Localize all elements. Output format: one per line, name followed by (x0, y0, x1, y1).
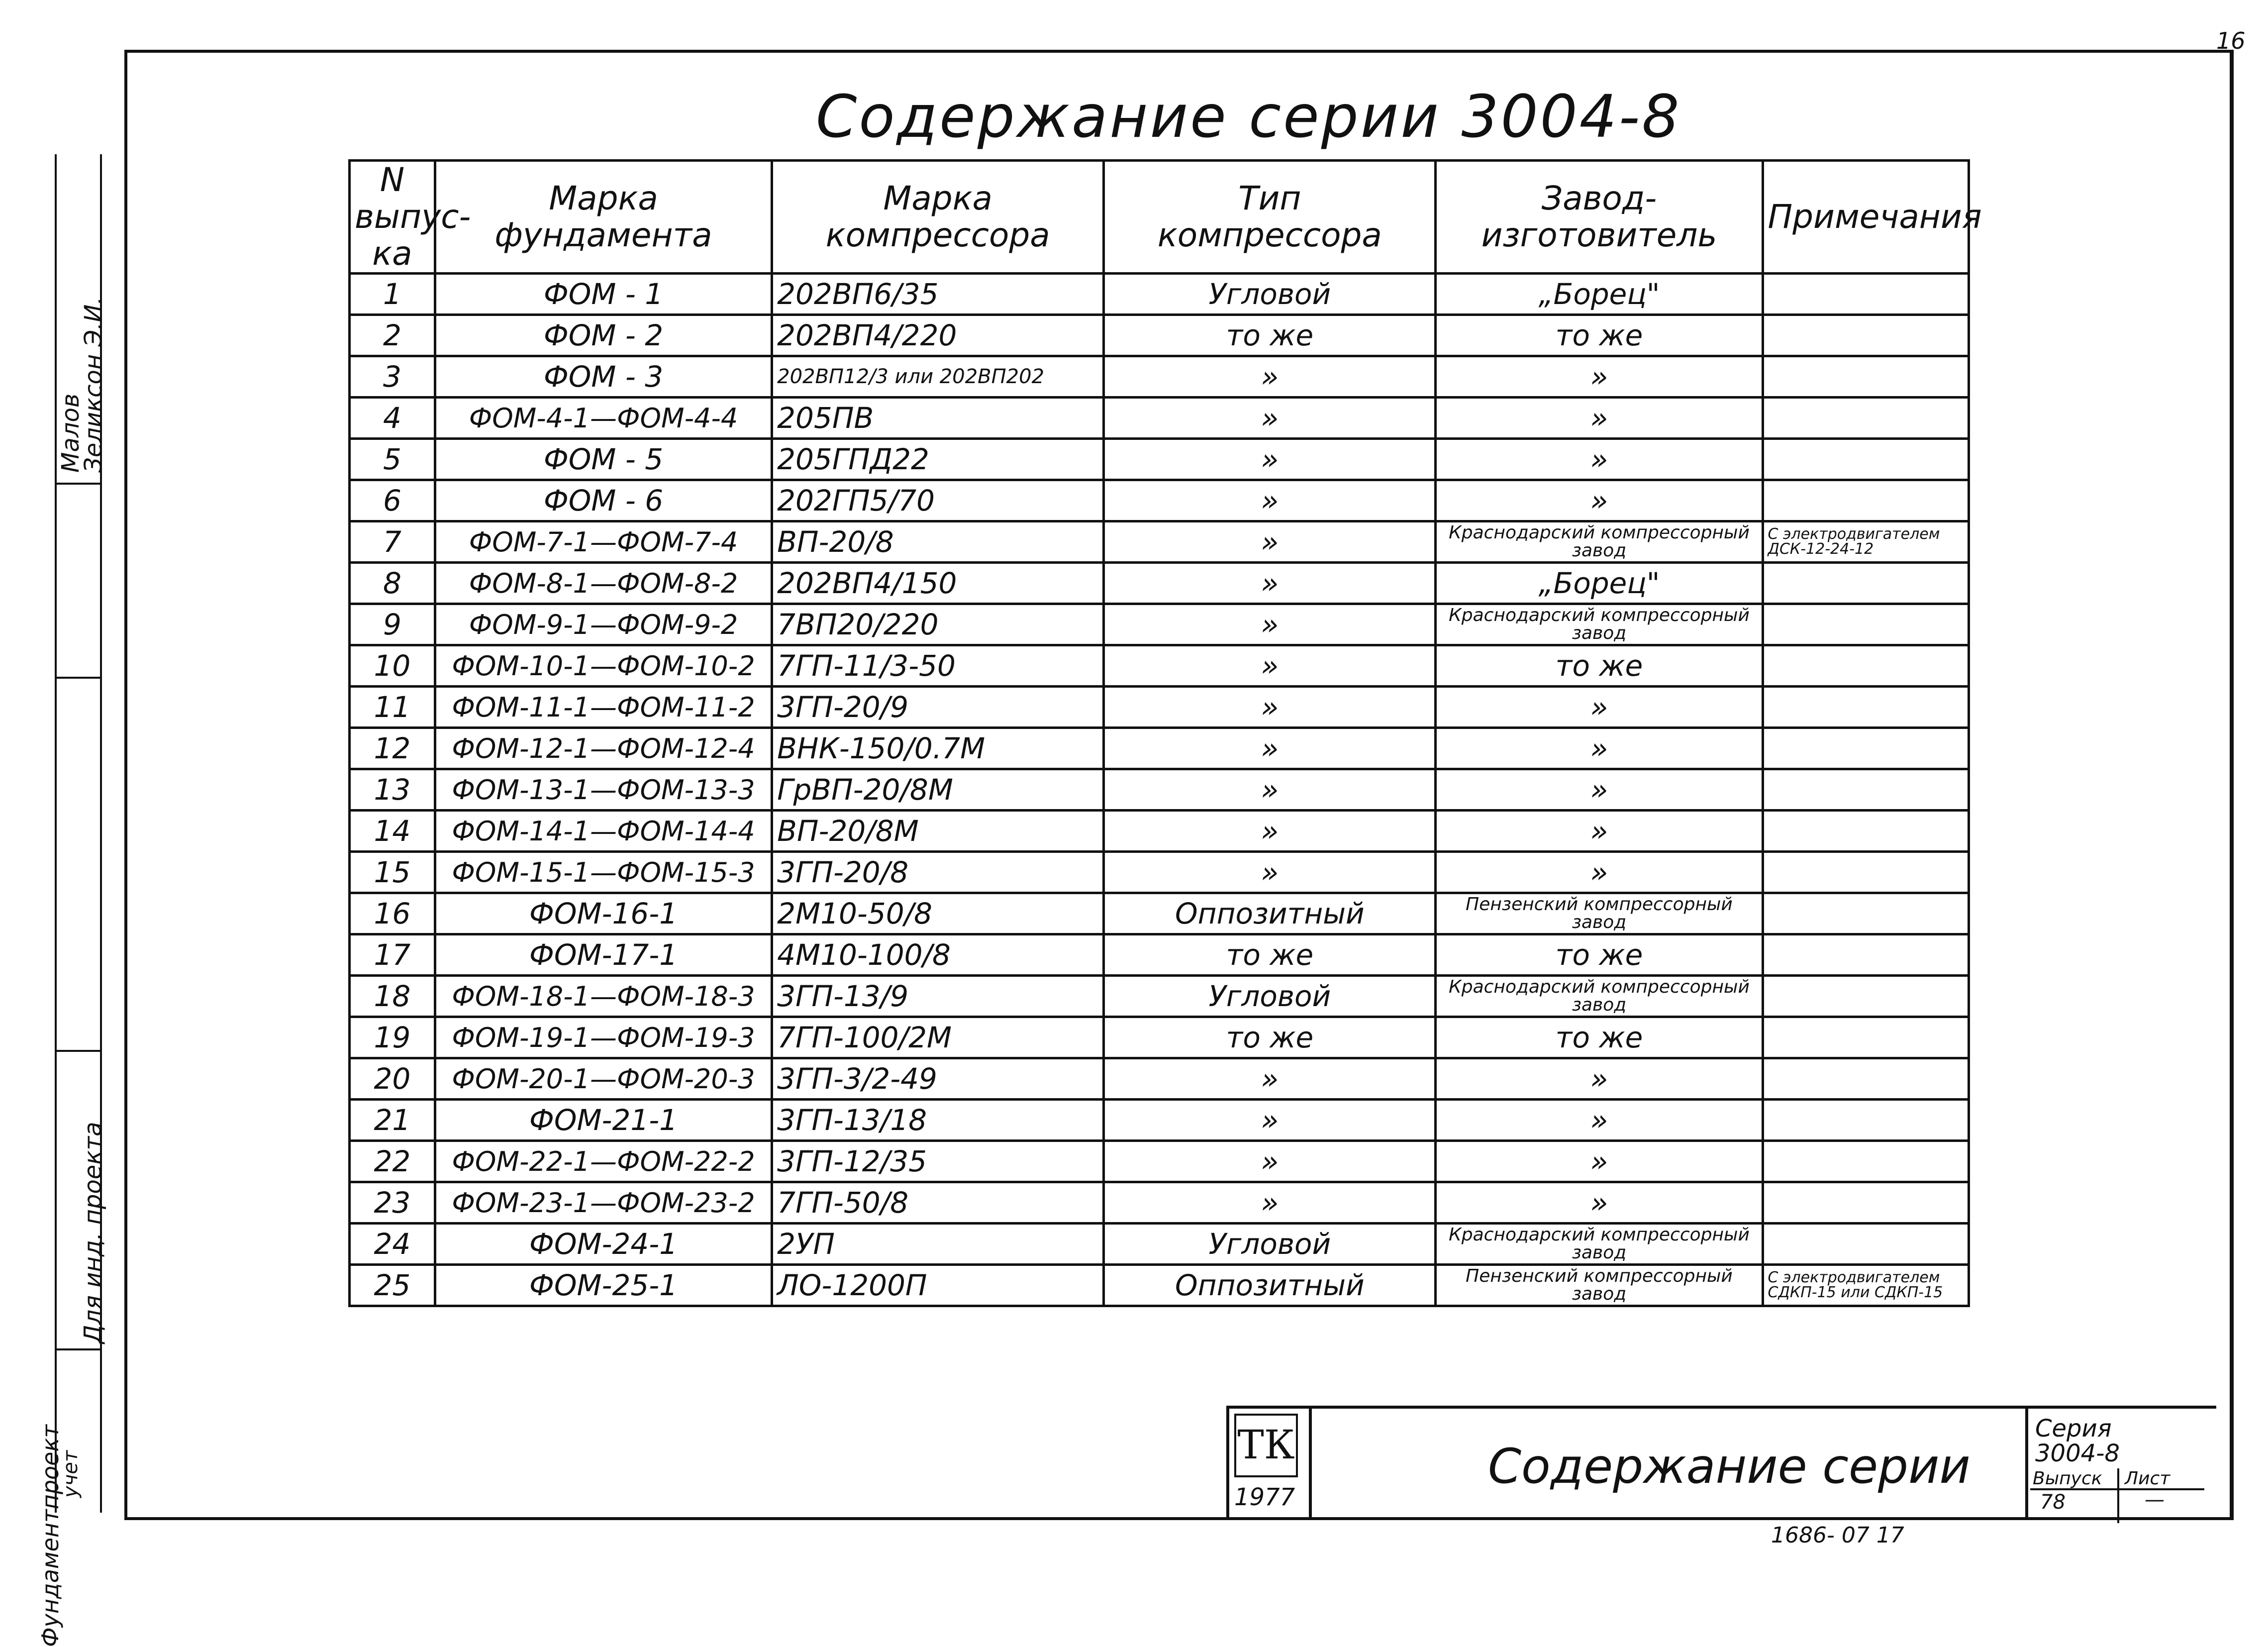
table-row (350, 893, 1969, 934)
row-number: 24 (350, 1224, 435, 1265)
compressor-mark: 202ГП5/70 (772, 480, 1104, 521)
title-block-divider (1309, 1409, 1312, 1520)
notes (1763, 1141, 1969, 1182)
header-compressor-mark: Марка компрессора (772, 161, 1104, 274)
compressor-type: » (1104, 645, 1436, 687)
foundation-mark: ФОМ-13-1—ФОМ-13-3 (435, 769, 772, 811)
table-row (350, 1265, 1969, 1306)
table-body (350, 274, 1969, 1306)
table-row (350, 1017, 1969, 1058)
manufacturer: » (1436, 728, 1763, 769)
tk-logo: ТК (1234, 1414, 1298, 1477)
header-foundation: Марка фундамента (435, 161, 772, 274)
sheet-label: Лист (2125, 1468, 2170, 1489)
compressor-mark: 2УП (772, 1224, 1104, 1265)
compressor-type: » (1104, 769, 1436, 811)
row-number: 1 (350, 274, 435, 315)
notes (1763, 439, 1969, 480)
table-row (350, 604, 1969, 645)
table-row (350, 521, 1969, 563)
margin-divider (57, 677, 100, 679)
notes: С электродвигателем ДСК-12-24-12 (1763, 521, 1969, 563)
compressor-type: » (1104, 687, 1436, 728)
compressor-type: » (1104, 398, 1436, 439)
foundation-mark: ФОМ - 2 (435, 315, 772, 356)
notes (1763, 976, 1969, 1017)
page-number: 16 (2216, 27, 2246, 54)
compressor-mark: 3ГП-13/18 (772, 1100, 1104, 1141)
foundation-mark: ФОМ-22-1—ФОМ-22-2 (435, 1141, 772, 1182)
contents-table (348, 159, 1982, 1307)
compressor-mark: 3ГП-12/35 (772, 1141, 1104, 1182)
compressor-mark: 7ГП-100/2М (772, 1017, 1104, 1058)
compressor-type: » (1104, 563, 1436, 604)
foundation-mark: ФОМ-16-1 (435, 893, 772, 934)
row-number: 11 (350, 687, 435, 728)
title-block (1226, 1406, 2216, 1520)
title-block-series: Серия 3004-8 (2035, 1415, 2120, 1467)
title-block-year: 1977 (1234, 1483, 1295, 1511)
manufacturer: то же (1436, 315, 1763, 356)
foundation-mark: ФОМ-15-1—ФОМ-15-3 (435, 852, 772, 893)
table-row (350, 687, 1969, 728)
margin-stamp (37, 154, 107, 1647)
manufacturer: Пензенский компрессорный завод (1436, 1265, 1763, 1306)
manufacturer: „Борец" (1436, 563, 1763, 604)
table-row (350, 728, 1969, 769)
margin-divider (57, 483, 100, 485)
header-notes: Примечания (1763, 161, 1969, 274)
manufacturer: » (1436, 1182, 1763, 1224)
compressor-mark: 2М10-50/8 (772, 893, 1104, 934)
compressor-type: » (1104, 852, 1436, 893)
header-issue: N выпус- ка (350, 161, 435, 274)
notes (1763, 356, 1969, 398)
row-number: 12 (350, 728, 435, 769)
foundation-mark: ФОМ-17-1 (435, 934, 772, 976)
notes (1763, 728, 1969, 769)
foundation-mark: ФОМ-20-1—ФОМ-20-3 (435, 1058, 772, 1100)
foundation-mark: ФОМ - 3 (435, 356, 772, 398)
compressor-type: » (1104, 439, 1436, 480)
margin-org: Фундаментпроект (37, 1424, 64, 1647)
compressor-type: » (1104, 811, 1436, 852)
foundation-mark: ФОМ-12-1—ФОМ-12-4 (435, 728, 772, 769)
notes (1763, 934, 1969, 976)
compressor-mark: 202ВП12/3 или 202ВП202 (772, 356, 1104, 398)
manufacturer: » (1436, 1141, 1763, 1182)
compressor-type: Угловой (1104, 1224, 1436, 1265)
table-header-row (350, 161, 1969, 274)
foundation-mark: ФОМ-9-1—ФОМ-9-2 (435, 604, 772, 645)
title-block-divider (2117, 1468, 2119, 1523)
compressor-mark: 205ГПД22 (772, 439, 1104, 480)
row-number: 9 (350, 604, 435, 645)
title-block-issue (2030, 1468, 2204, 1518)
compressor-type: » (1104, 480, 1436, 521)
table-row (350, 1224, 1969, 1265)
compressor-type: Угловой (1104, 976, 1436, 1017)
row-number: 6 (350, 480, 435, 521)
manufacturer: » (1436, 480, 1763, 521)
compressor-type: Оппозитный (1104, 893, 1436, 934)
margin-divider (57, 1050, 100, 1052)
compressor-mark: 7ВП20/220 (772, 604, 1104, 645)
compressor-type: то же (1104, 934, 1436, 976)
table-row (350, 274, 1969, 315)
notes (1763, 274, 1969, 315)
issue-value: 78 (2040, 1491, 2066, 1514)
manufacturer: то же (1436, 645, 1763, 687)
notes: С электродвигателем СДКП-15 или СДКП-15 (1763, 1265, 1969, 1306)
compressor-mark: 202ВП6/35 (772, 274, 1104, 315)
compressor-type: » (1104, 1141, 1436, 1182)
table-row (350, 769, 1969, 811)
foundation-mark: ФОМ-23-1—ФОМ-23-2 (435, 1182, 772, 1224)
manufacturer: » (1436, 687, 1763, 728)
compressor-type: то же (1104, 315, 1436, 356)
manufacturer: Краснодарский компрессорный завод (1436, 1224, 1763, 1265)
issue-label: Выпуск (2033, 1468, 2102, 1489)
table-row (350, 1058, 1969, 1100)
table-row (350, 563, 1969, 604)
notes (1763, 398, 1969, 439)
table-row (350, 645, 1969, 687)
foundation-mark: ФОМ-18-1—ФОМ-18-3 (435, 976, 772, 1017)
title-block-divider (2025, 1409, 2028, 1520)
notes (1763, 1224, 1969, 1265)
row-number: 23 (350, 1182, 435, 1224)
manufacturer: » (1436, 398, 1763, 439)
manufacturer: Краснодарский компрессорный завод (1436, 604, 1763, 645)
manufacturer: » (1436, 1058, 1763, 1100)
compressor-type: » (1104, 1100, 1436, 1141)
row-number: 20 (350, 1058, 435, 1100)
manufacturer: Пензенский компрессорный завод (1436, 893, 1763, 934)
table-row (350, 398, 1969, 439)
bottom-code: 1686- 07 17 (1771, 1523, 1904, 1548)
foundation-mark: ФОМ-11-1—ФОМ-11-2 (435, 687, 772, 728)
notes (1763, 769, 1969, 811)
compressor-mark: 7ГП-50/8 (772, 1182, 1104, 1224)
row-number: 15 (350, 852, 435, 893)
row-number: 10 (350, 645, 435, 687)
row-number: 18 (350, 976, 435, 1017)
foundation-mark: ФОМ - 1 (435, 274, 772, 315)
compressor-mark: ГрВП-20/8М (772, 769, 1104, 811)
row-number: 5 (350, 439, 435, 480)
compressor-mark: 202ВП4/150 (772, 563, 1104, 604)
notes (1763, 1058, 1969, 1100)
table-row (350, 1141, 1969, 1182)
notes (1763, 1100, 1969, 1141)
compressor-type: » (1104, 356, 1436, 398)
foundation-mark: ФОМ-21-1 (435, 1100, 772, 1141)
manufacturer: » (1436, 356, 1763, 398)
compressor-mark: 205ПВ (772, 398, 1104, 439)
foundation-mark: ФОМ-24-1 (435, 1224, 772, 1265)
row-number: 4 (350, 398, 435, 439)
row-number: 21 (350, 1100, 435, 1141)
compressor-mark: 3ГП-13/9 (772, 976, 1104, 1017)
row-number: 3 (350, 356, 435, 398)
table-row (350, 934, 1969, 976)
notes (1763, 1017, 1969, 1058)
compressor-type: » (1104, 1058, 1436, 1100)
header-compressor-type: Тип компрессора (1104, 161, 1436, 274)
foundation-mark: ФОМ - 5 (435, 439, 772, 480)
compressor-type: » (1104, 1182, 1436, 1224)
notes (1763, 563, 1969, 604)
table-row (350, 852, 1969, 893)
notes (1763, 811, 1969, 852)
compressor-mark: ВНК-150/0.7М (772, 728, 1104, 769)
compressor-type: » (1104, 604, 1436, 645)
table-row (350, 976, 1969, 1017)
compressor-mark: 4М10-100/8 (772, 934, 1104, 976)
notes (1763, 687, 1969, 728)
compressor-type: » (1104, 728, 1436, 769)
manufacturer: Краснодарский компрессорный завод (1436, 976, 1763, 1017)
foundation-mark: ФОМ-8-1—ФОМ-8-2 (435, 563, 772, 604)
notes (1763, 480, 1969, 521)
manufacturer: Краснодарский компрессорный завод (1436, 521, 1763, 563)
row-number: 16 (350, 893, 435, 934)
table-row (350, 315, 1969, 356)
compressor-mark: 202ВП4/220 (772, 315, 1104, 356)
notes (1763, 645, 1969, 687)
foundation-mark: ФОМ-14-1—ФОМ-14-4 (435, 811, 772, 852)
compressor-mark: 3ГП-20/8 (772, 852, 1104, 893)
foundation-mark: ФОМ-4-1—ФОМ-4-4 (435, 398, 772, 439)
manufacturer: » (1436, 769, 1763, 811)
manufacturer: то же (1436, 934, 1763, 976)
row-number: 14 (350, 811, 435, 852)
notes (1763, 1182, 1969, 1224)
compressor-mark: 3ГП-3/2-49 (772, 1058, 1104, 1100)
margin-names: Малов Зеликсон Э.И. (57, 297, 107, 473)
foundation-mark: ФОМ-19-1—ФОМ-19-3 (435, 1017, 772, 1058)
compressor-mark: 7ГП-11/3-50 (772, 645, 1104, 687)
row-number: 22 (350, 1141, 435, 1182)
manufacturer: „Борец" (1436, 274, 1763, 315)
margin-role: учет (59, 1450, 82, 1498)
notes (1763, 893, 1969, 934)
foundation-mark: ФОМ-25-1 (435, 1265, 772, 1306)
table-row (350, 480, 1969, 521)
manufacturer: » (1436, 1100, 1763, 1141)
foundation-mark: ФОМ - 6 (435, 480, 772, 521)
manufacturer: » (1436, 439, 1763, 480)
manufacturer: то же (1436, 1017, 1763, 1058)
manufacturer: » (1436, 811, 1763, 852)
row-number: 17 (350, 934, 435, 976)
row-number: 25 (350, 1265, 435, 1306)
table-row (350, 1100, 1969, 1141)
table-row (350, 356, 1969, 398)
row-number: 19 (350, 1017, 435, 1058)
margin-approval: Для инд. проекта (79, 1122, 107, 1343)
foundation-mark: ФОМ-10-1—ФОМ-10-2 (435, 645, 772, 687)
page-title: Содержание серии 3004-8 (816, 82, 1681, 151)
compressor-mark: ВП-20/8М (772, 811, 1104, 852)
compressor-type: » (1104, 521, 1436, 563)
compressor-type: Угловой (1104, 274, 1436, 315)
header-manufacturer: Завод- изготовитель (1436, 161, 1763, 274)
notes (1763, 852, 1969, 893)
compressor-mark: ЛО-1200П (772, 1265, 1104, 1306)
compressor-mark: 3ГП-20/9 (772, 687, 1104, 728)
title-block-title: Содержание серии (1488, 1439, 1971, 1494)
compressor-mark: ВП-20/8 (772, 521, 1104, 563)
compressor-type: то же (1104, 1017, 1436, 1058)
table-row (350, 439, 1969, 480)
notes (1763, 315, 1969, 356)
table-row (350, 1182, 1969, 1224)
notes (1763, 604, 1969, 645)
row-number: 2 (350, 315, 435, 356)
table-row (350, 811, 1969, 852)
manufacturer: » (1436, 852, 1763, 893)
foundation-mark: ФОМ-7-1—ФОМ-7-4 (435, 521, 772, 563)
margin-divider (57, 1348, 100, 1350)
sheet-value: — (2145, 1488, 2165, 1511)
row-number: 13 (350, 769, 435, 811)
row-number: 8 (350, 563, 435, 604)
row-number: 7 (350, 521, 435, 563)
compressor-type: Оппозитный (1104, 1265, 1436, 1306)
